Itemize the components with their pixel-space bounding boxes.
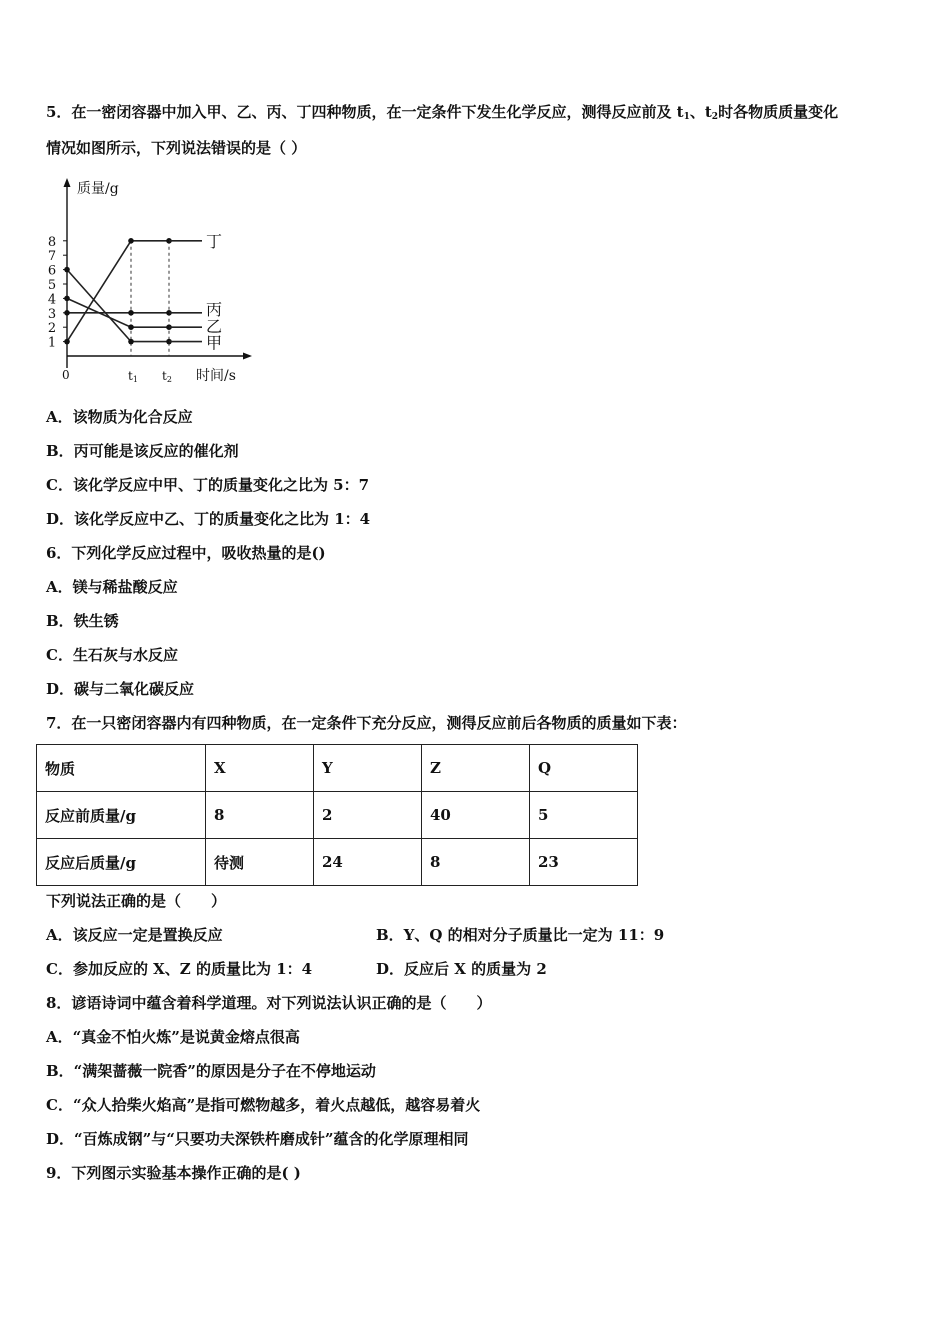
data-point bbox=[128, 238, 134, 244]
q7-option-a: A．该反应一定是置换反应 bbox=[46, 926, 223, 944]
q5-option-b: B．丙可能是该反应的催化剂 bbox=[46, 442, 239, 460]
y-tick-label: 6 bbox=[47, 263, 57, 279]
q5-option-a: A．该物质为化合反应 bbox=[46, 408, 193, 426]
x-axis-arrow bbox=[243, 353, 252, 360]
table-cell: 2 bbox=[314, 792, 422, 839]
y-tick-label: 7 bbox=[47, 249, 57, 265]
q5-option-d: D．该化学反应中乙、丁的质量变化之比为 1：4 bbox=[46, 510, 371, 528]
table-cell: 23 bbox=[530, 839, 638, 886]
q5-t1-subscript: 1 bbox=[683, 112, 690, 122]
q6-option-b: B．铁生锈 bbox=[46, 612, 119, 630]
q5-mass-time-chart bbox=[40, 172, 270, 392]
y-tick-label: 4 bbox=[47, 292, 57, 308]
y-axis-label: 质量/g bbox=[77, 181, 119, 197]
y-axis-arrow bbox=[64, 178, 71, 187]
table-cell: 反应后质量/g bbox=[37, 839, 206, 886]
q6-stem: 6．下列化学反应过程中，吸收热量的是() bbox=[46, 544, 326, 562]
y-tick-label: 1 bbox=[47, 335, 57, 351]
q7-option-b: B．Y、Q 的相对分子质量比一定为 11：9 bbox=[376, 926, 665, 944]
table-header-cell: Z bbox=[422, 745, 530, 792]
q8-stem: 8．谚语诗词中蕴含着科学道理。对下列说法认识正确的是（ ） bbox=[46, 994, 492, 1012]
table-header-cell: Y bbox=[314, 745, 422, 792]
table-cell: 40 bbox=[422, 792, 530, 839]
y-tick-label: 2 bbox=[47, 321, 57, 337]
table-cell: 8 bbox=[422, 839, 530, 886]
q5-stem-line2: 情况如图所示，下列说法错误的是（ ） bbox=[46, 139, 307, 157]
series-label: 乙 bbox=[206, 317, 223, 337]
x-tick-label-t1: t1 bbox=[128, 369, 138, 384]
data-point bbox=[64, 339, 70, 345]
q7-prompt: 下列说法正确的是（ ） bbox=[46, 892, 227, 910]
table-header-row bbox=[37, 745, 638, 792]
q7-option-c: C．参加反应的 X、Z 的质量比为 1：4 bbox=[46, 960, 313, 978]
data-point bbox=[64, 267, 70, 273]
table-row bbox=[37, 792, 638, 839]
q7-stem: 7．在一只密闭容器内有四种物质，在一定条件下充分反应，测得反应前后各物质的质量如下表： bbox=[46, 714, 687, 732]
table-cell: 反应前质量/g bbox=[37, 792, 206, 839]
q8-option-b: B．“满架蔷薇一院香”的原因是分子在不停地运动 bbox=[46, 1062, 376, 1080]
q8-option-d: D．“百炼成钢”与“只要功夫深铁杵磨成针”蕴含的化学原理相同 bbox=[46, 1130, 469, 1148]
data-point bbox=[128, 339, 134, 345]
table-cell: 5 bbox=[530, 792, 638, 839]
table-header-cell: X bbox=[206, 745, 314, 792]
table-header-cell: Q bbox=[530, 745, 638, 792]
data-point bbox=[128, 310, 134, 316]
q8-option-a: A．“真金不怕火炼”是说黄金熔点很高 bbox=[46, 1028, 300, 1046]
q7-mass-table bbox=[36, 744, 638, 886]
q6-option-d: D．碳与二氧化碳反应 bbox=[46, 680, 195, 698]
series-label: 丙 bbox=[206, 299, 223, 319]
q9-stem: 9．下列图示实验基本操作正确的是( ) bbox=[46, 1164, 301, 1182]
q6-option-c: C．生石灰与水反应 bbox=[46, 646, 178, 664]
data-point bbox=[64, 296, 70, 302]
x-axis-label: 时间/s bbox=[196, 368, 236, 384]
data-point bbox=[128, 324, 134, 330]
series-label: 丁 bbox=[206, 231, 223, 251]
q5-stem-line1: 5．在一密闭容器中加入甲、乙、丙、丁四种物质，在一定条件下发生化学反应，测得反应前及 $t_1$、$t_2$时各物质质量变化 bbox=[46, 103, 839, 122]
q6-option-a: A．镁与稀盐酸反应 bbox=[46, 578, 178, 596]
x-tick-label-t2: t2 bbox=[162, 369, 172, 384]
origin-label: 0 bbox=[62, 368, 70, 382]
q5-option-c: C．该化学反应中甲、丁的质量变化之比为 5：7 bbox=[46, 476, 370, 494]
table-header-cell: 物质 bbox=[37, 745, 206, 792]
y-tick-label: 5 bbox=[47, 278, 57, 293]
table-cell: 24 bbox=[314, 839, 422, 886]
data-point bbox=[64, 310, 70, 316]
q8-option-c: C．“众人拾柴火焰高”是指可燃物越多，着火点越低，越容易着火 bbox=[46, 1096, 481, 1114]
table-cell: 待测 bbox=[206, 839, 314, 886]
table-cell: 8 bbox=[206, 792, 314, 839]
table-row bbox=[37, 839, 638, 886]
q7-option-d: D．反应后 X 的质量为 2 bbox=[376, 960, 547, 978]
y-tick-label: 8 bbox=[47, 234, 57, 250]
y-tick-label: 3 bbox=[47, 306, 57, 322]
series-label: 甲 bbox=[206, 333, 223, 353]
q5-t2-subscript: 2 bbox=[711, 112, 719, 122]
